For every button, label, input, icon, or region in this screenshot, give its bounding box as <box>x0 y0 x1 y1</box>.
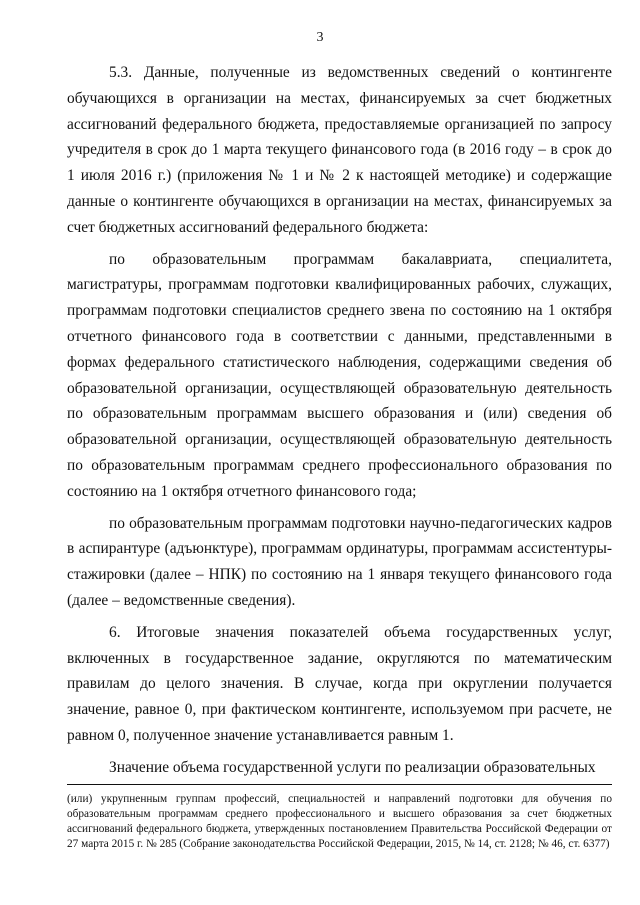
footnote-divider <box>67 784 612 785</box>
document-body <box>67 60 612 781</box>
paragraph-npk-programs: по образовательным программам подготовки научно-педагогических кадров в аспирантуре (адъюнктуре), программам ординатуры, программам ассистентуры-стажировки (далее – НПК) по состоянию на 1 января текущего финансового года (далее – ведомственные сведения). <box>67 514 612 609</box>
footnote: (или) укрупненным группам профессий, специальностей и направлений подготовки для обучения по образовательным программам среднего профессионального и высшего образования за счет бюджетных ассигнований федерального бюджета, утвержденных постановлением Правительства Российской Федерации от 27 марта 2015 г. № 285 (Собрание законодательства Российской Федерации, 2015, № 14, ст. 2128; № 46, ст. 6377) <box>67 793 612 850</box>
paragraph-5-3: 5.3. Данные, полученные из ведомственных сведений о контингенте обучающихся в организации на местах, финансируемых за счет бюджетных ассигнований федерального бюджета, предоставляемые организацией по запросу учредителя в срок до 1 марта текущего финансового года (в 2016 году – в срок до 1 июля 2016 г.) (приложения № 1 и № 2 к настоящей методике) и содержащие данные о контингенте обучающихся в организации на местах, финансируемых за счет бюджетных ассигнований федерального бюджета: <box>67 64 612 236</box>
paragraph-service-volume: Значение объема государственной услуги по реализации образовательных <box>109 758 596 776</box>
paragraph-bachelor-programs: по образовательным программам бакалавриата, специалитета, магистратуры, программам подготовки квалифицированных рабочих, служащих, программам подготовки специалистов среднего звена по состоянию на 1 октября отчетного финансового года в соответствии с данными, представленными в формах федерального статистического наблюдения, содержащими сведения об образовательной организации, осуществляющей образовательную деятельность по образовательным программам высшего образования и (или) сведения об образовательной организации, осуществляющей образовательную деятельность по образовательным программам среднего профессионального образования по состоянию на 1 октября отчетного финансового года; <box>67 250 612 500</box>
page-number: 3 <box>316 30 324 45</box>
paragraph-6: 6. Итоговые значения показателей объема государственных услуг, включенных в государственное задание, округляются по математическим правилам до целого значения. В случае, когда при округлении получается значение, равное 0, при фактическом контингенте, используемом при расчете, не равном 0, полученное значение устанавливается равным 1. <box>67 623 612 744</box>
